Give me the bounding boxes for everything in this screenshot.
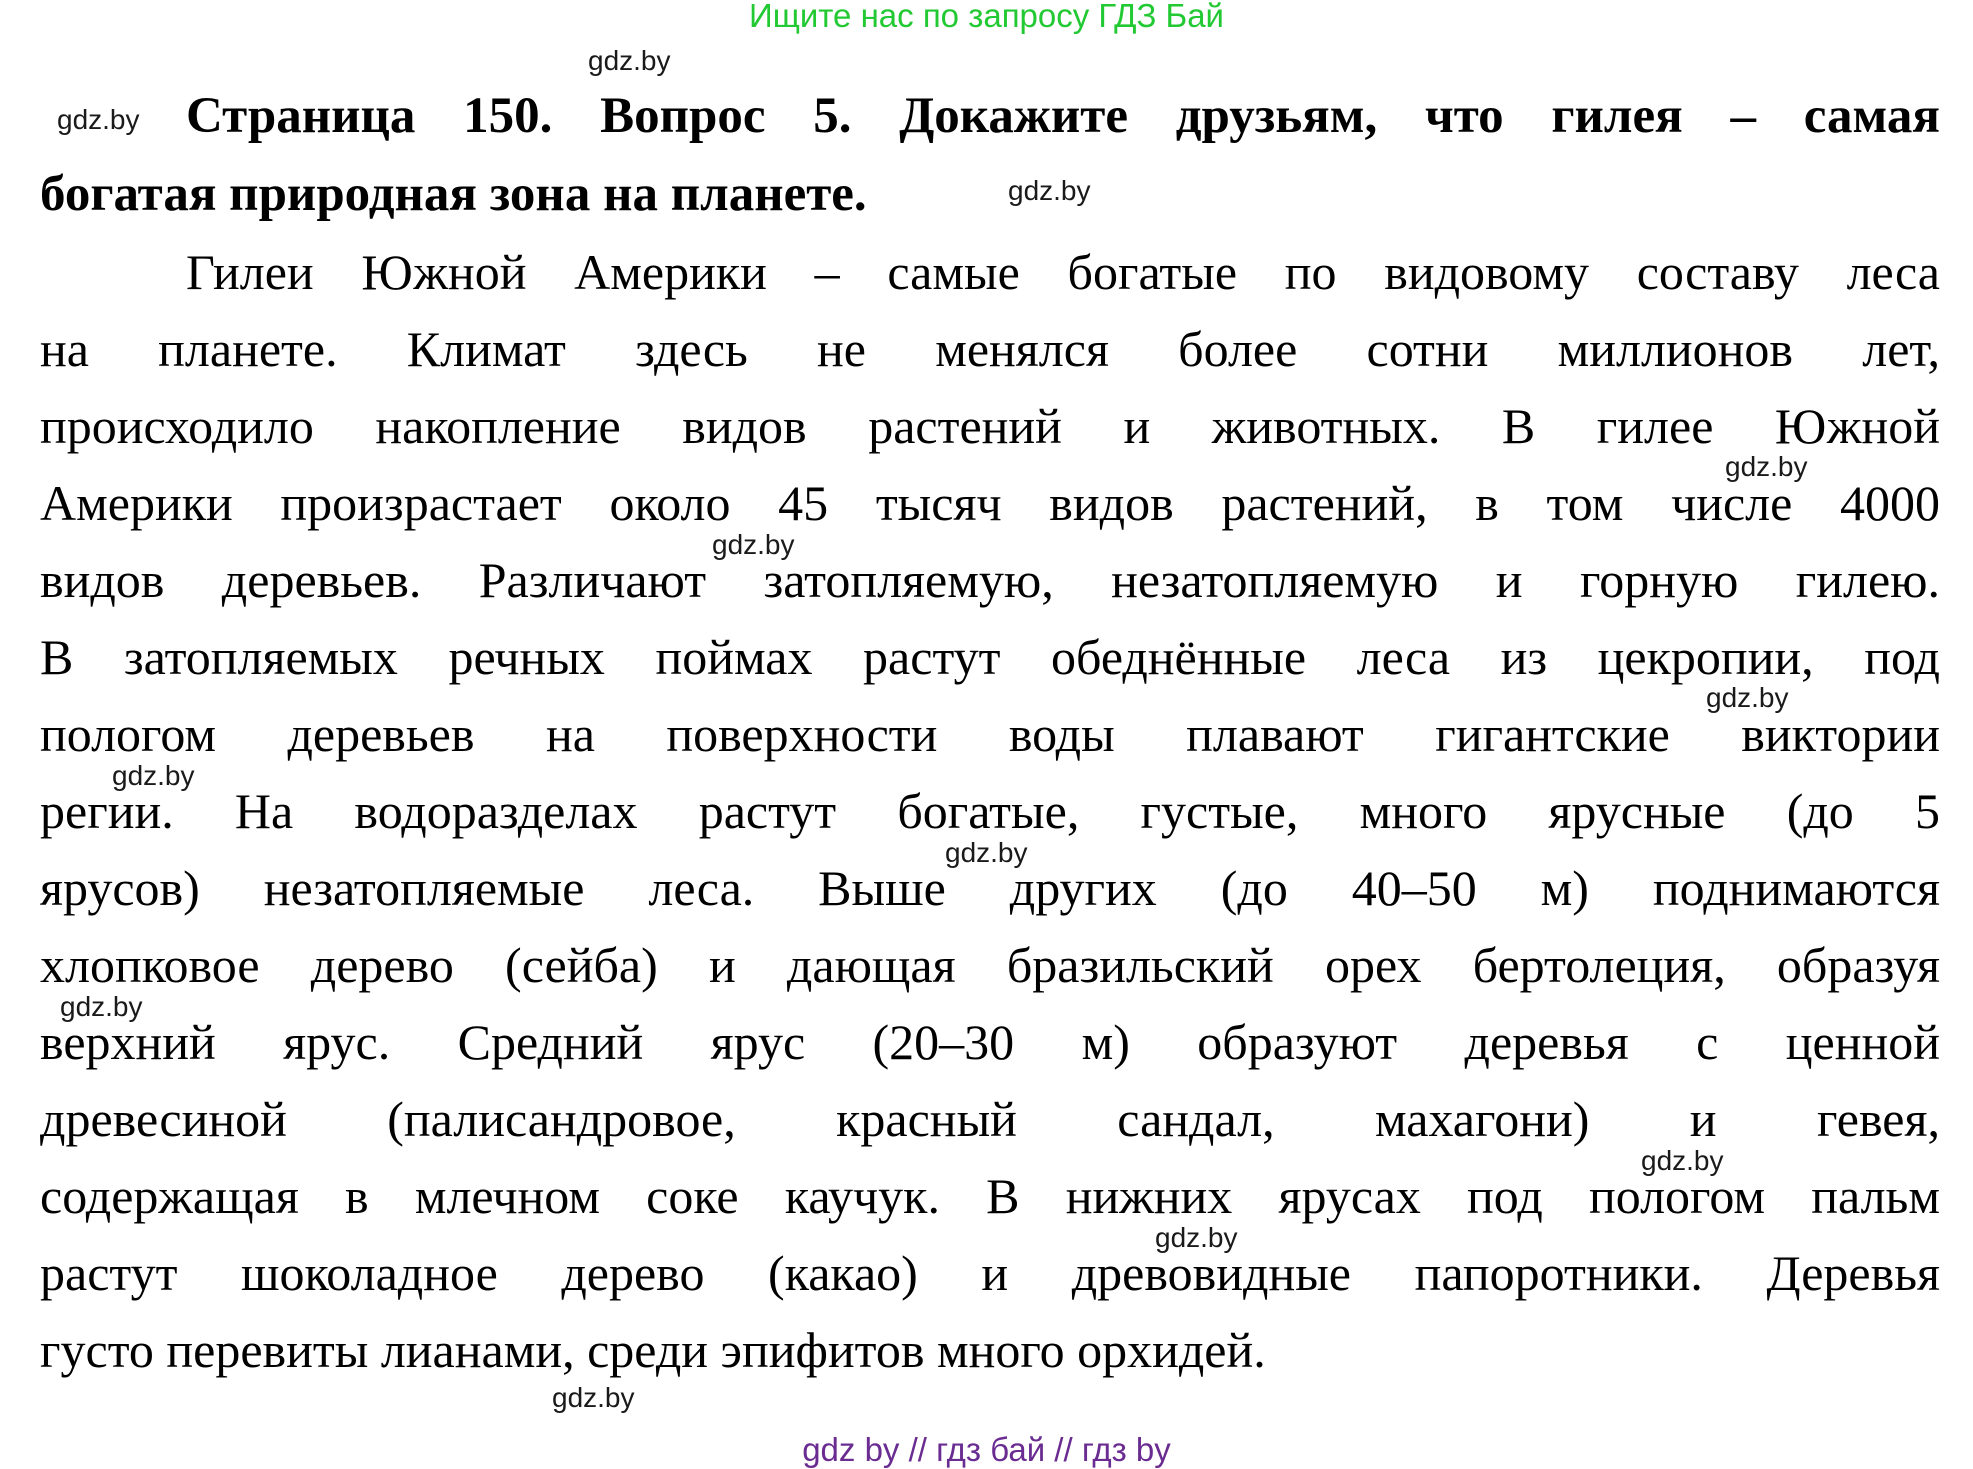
- answer-line: верхний ярус. Средний ярус (20–30 м) образуют деревья с ценной: [40, 1014, 1940, 1070]
- answer-line: содержащая в млечном соке каучук. В нижних ярусах под пологом пальм: [40, 1168, 1940, 1224]
- watermark: gdz.by: [60, 991, 143, 1022]
- answer-line: Америки произрастает около 45 тысяч видов растений, в том числе 4000: [40, 475, 1940, 531]
- answer-line: пологом деревьев на поверхности воды плавают гигантские виктории: [40, 706, 1940, 762]
- top-banner[interactable]: Ищите нас по запросу ГДЗ Бай: [749, 0, 1224, 34]
- watermark: gdz.by: [945, 837, 1028, 868]
- answer-line: происходило накопление видов растений и животных. В гилее Южной: [40, 398, 1940, 454]
- watermark: gdz.by: [588, 45, 671, 76]
- watermark: gdz.by: [712, 529, 795, 560]
- watermark: gdz.by: [1706, 682, 1789, 713]
- answer-line: растут шоколадное дерево (какао) и древовидные папоротники. Деревья: [40, 1245, 1940, 1301]
- watermark: gdz.by: [112, 760, 195, 791]
- footer-links[interactable]: gdz by // гдз бай // гдз by: [802, 1431, 1171, 1468]
- question-heading-line-1: Страница 150. Вопрос 5. Докажите друзьям, что гилея – самая: [186, 88, 1940, 144]
- answer-line: регии. На водоразделах растут богатые, густые, много ярусные (до 5: [40, 783, 1940, 839]
- answer-line: на планете. Климат здесь не менялся более сотни миллионов лет,: [40, 321, 1940, 377]
- answer-line: В затопляемых речных поймах растут обеднённые леса из цекропии, под: [40, 629, 1940, 685]
- question-heading-line-2: богатая природная зона на планете.: [40, 166, 867, 222]
- answer-line: густо перевиты лианами, среди эпифитов много орхидей.: [40, 1322, 1266, 1378]
- answer-line: Гилеи Южной Америки – самые богатые по видовому составу леса: [186, 244, 1940, 300]
- watermark: gdz.by: [1008, 175, 1091, 206]
- watermark: gdz.by: [1155, 1222, 1238, 1253]
- answer-line: древесиной (палисандровое, красный сандал, махагони) и гевея,: [40, 1091, 1940, 1147]
- watermark: gdz.by: [57, 104, 140, 135]
- answer-line: ярусов) незатопляемые леса. Выше других (до 40–50 м) поднимаются: [40, 860, 1940, 916]
- watermark: gdz.by: [1641, 1145, 1724, 1176]
- answer-line: хлопковое дерево (сейба) и дающая бразильский орех бертолеция, образуя: [40, 937, 1940, 993]
- watermark: gdz.by: [552, 1382, 635, 1413]
- watermark: gdz.by: [1725, 451, 1808, 482]
- answer-line: видов деревьев. Различают затопляемую, незатопляемую и горную гилею.: [40, 552, 1940, 608]
